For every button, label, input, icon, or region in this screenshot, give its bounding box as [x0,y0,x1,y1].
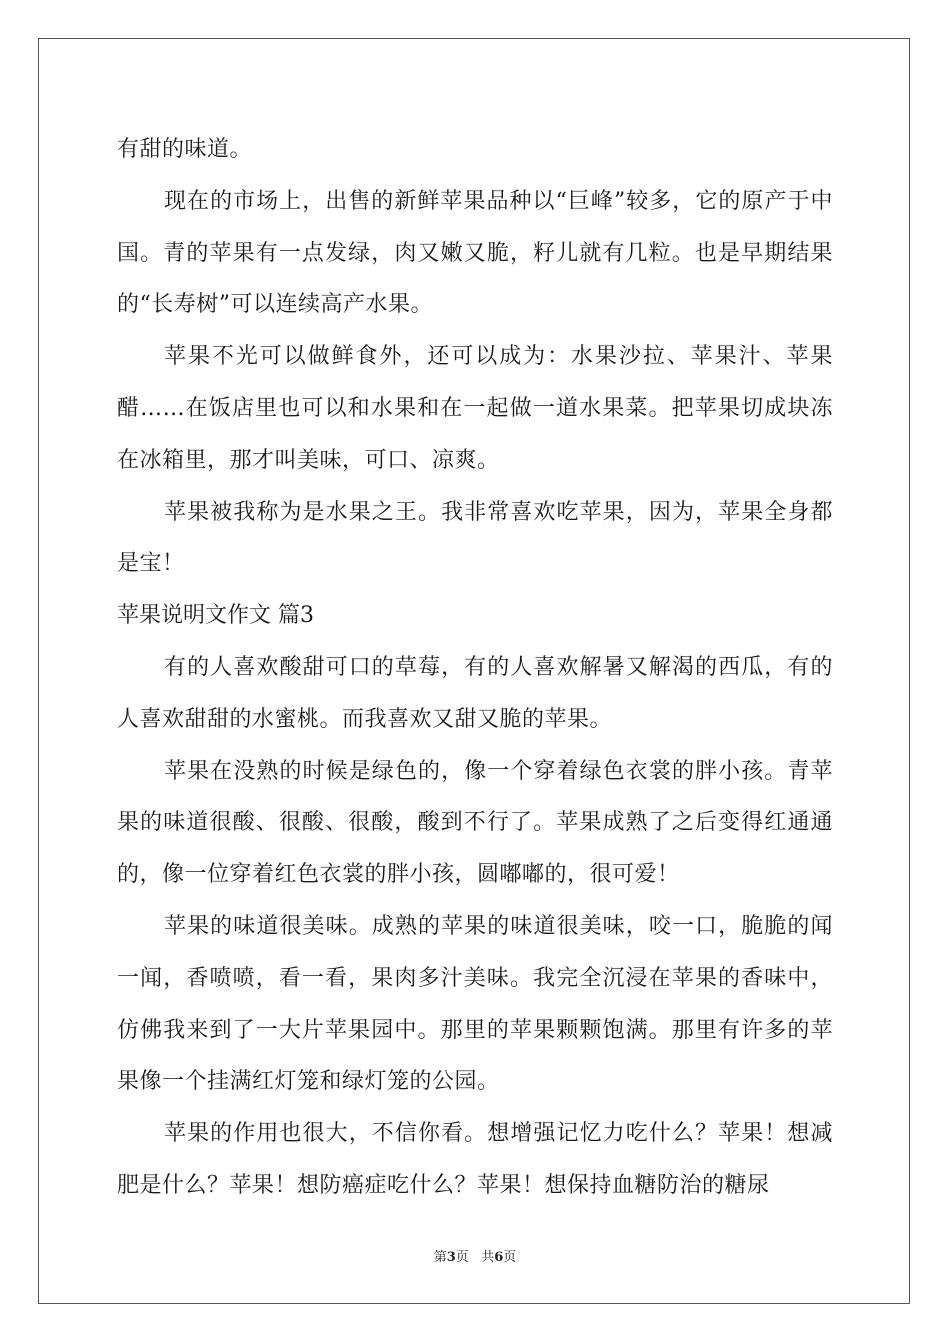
footer-total-prefix: 共 [481,1250,495,1265]
current-page-number: 3 [446,1250,456,1265]
footer-prefix: 第 [433,1250,447,1265]
document-body [117,124,833,1212]
paragraph: 苹果被我称为是水果之王。我非常喜欢吃苹果，因为，苹果全身都是宝！ [117,499,833,577]
footer-page-suffix: 页 [455,1250,469,1265]
total-page-number: 6 [494,1250,504,1265]
section-heading: 苹果说明文作文 篇3 [117,603,314,629]
footer-total-suffix: 页 [503,1250,517,1265]
paragraph: 有甜的味道。 [117,137,253,162]
paragraph: 苹果的味道很美味。成熟的苹果的味道很美味，咬一口，脆脆的闻一闻，香喷喷，看一看，果肉多汁美味。我完全沉浸在苹果的香味中，仿佛我来到了一大片苹果园中。那里的苹果颗颗饱满。那里有许多的苹果像一个挂满红灯笼和绿灯笼的公园。 [117,913,833,1095]
paragraph: 现在的市场上，出售的新鲜苹果品种以“巨峰”较多，它的原产于中国。青的苹果有一点发绿，肉又嫩又脆，籽儿就有几粒。也是早期结果的“长寿树”可以连续高产水果。 [117,188,833,318]
paragraph: 有的人喜欢酸甜可口的草莓，有的人喜欢解暑又解渴的西瓜，有的人喜欢甜甜的水蜜桃。而我喜欢又甜又脆的苹果。 [117,654,833,732]
paragraph: 苹果的作用也很大，不信你看。想增强记忆力吃什么？苹果！想减肥是什么？苹果！想防癌症吃什么？苹果！想保持血糖防治的糖尿 [117,1121,833,1198]
paragraph: 苹果不光可以做鲜食外，还可以成为：水果沙拉、苹果汁、苹果醋……在饭店里也可以和水果和在一起做一道水果菜。把苹果切成块冻在冰箱里，那才叫美味，可口、凉爽。 [117,344,833,473]
paragraph: 苹果在没熟的时候是绿色的，像一个穿着绿色衣裳的胖小孩。青苹果的味道很酸、很酸、很酸，酸到不行了。苹果成熟了之后变得红通通的，像一位穿着红色衣裳的胖小孩，圆嘟嘟的，很可爱！ [117,758,833,888]
page-footer [0,1246,950,1265]
